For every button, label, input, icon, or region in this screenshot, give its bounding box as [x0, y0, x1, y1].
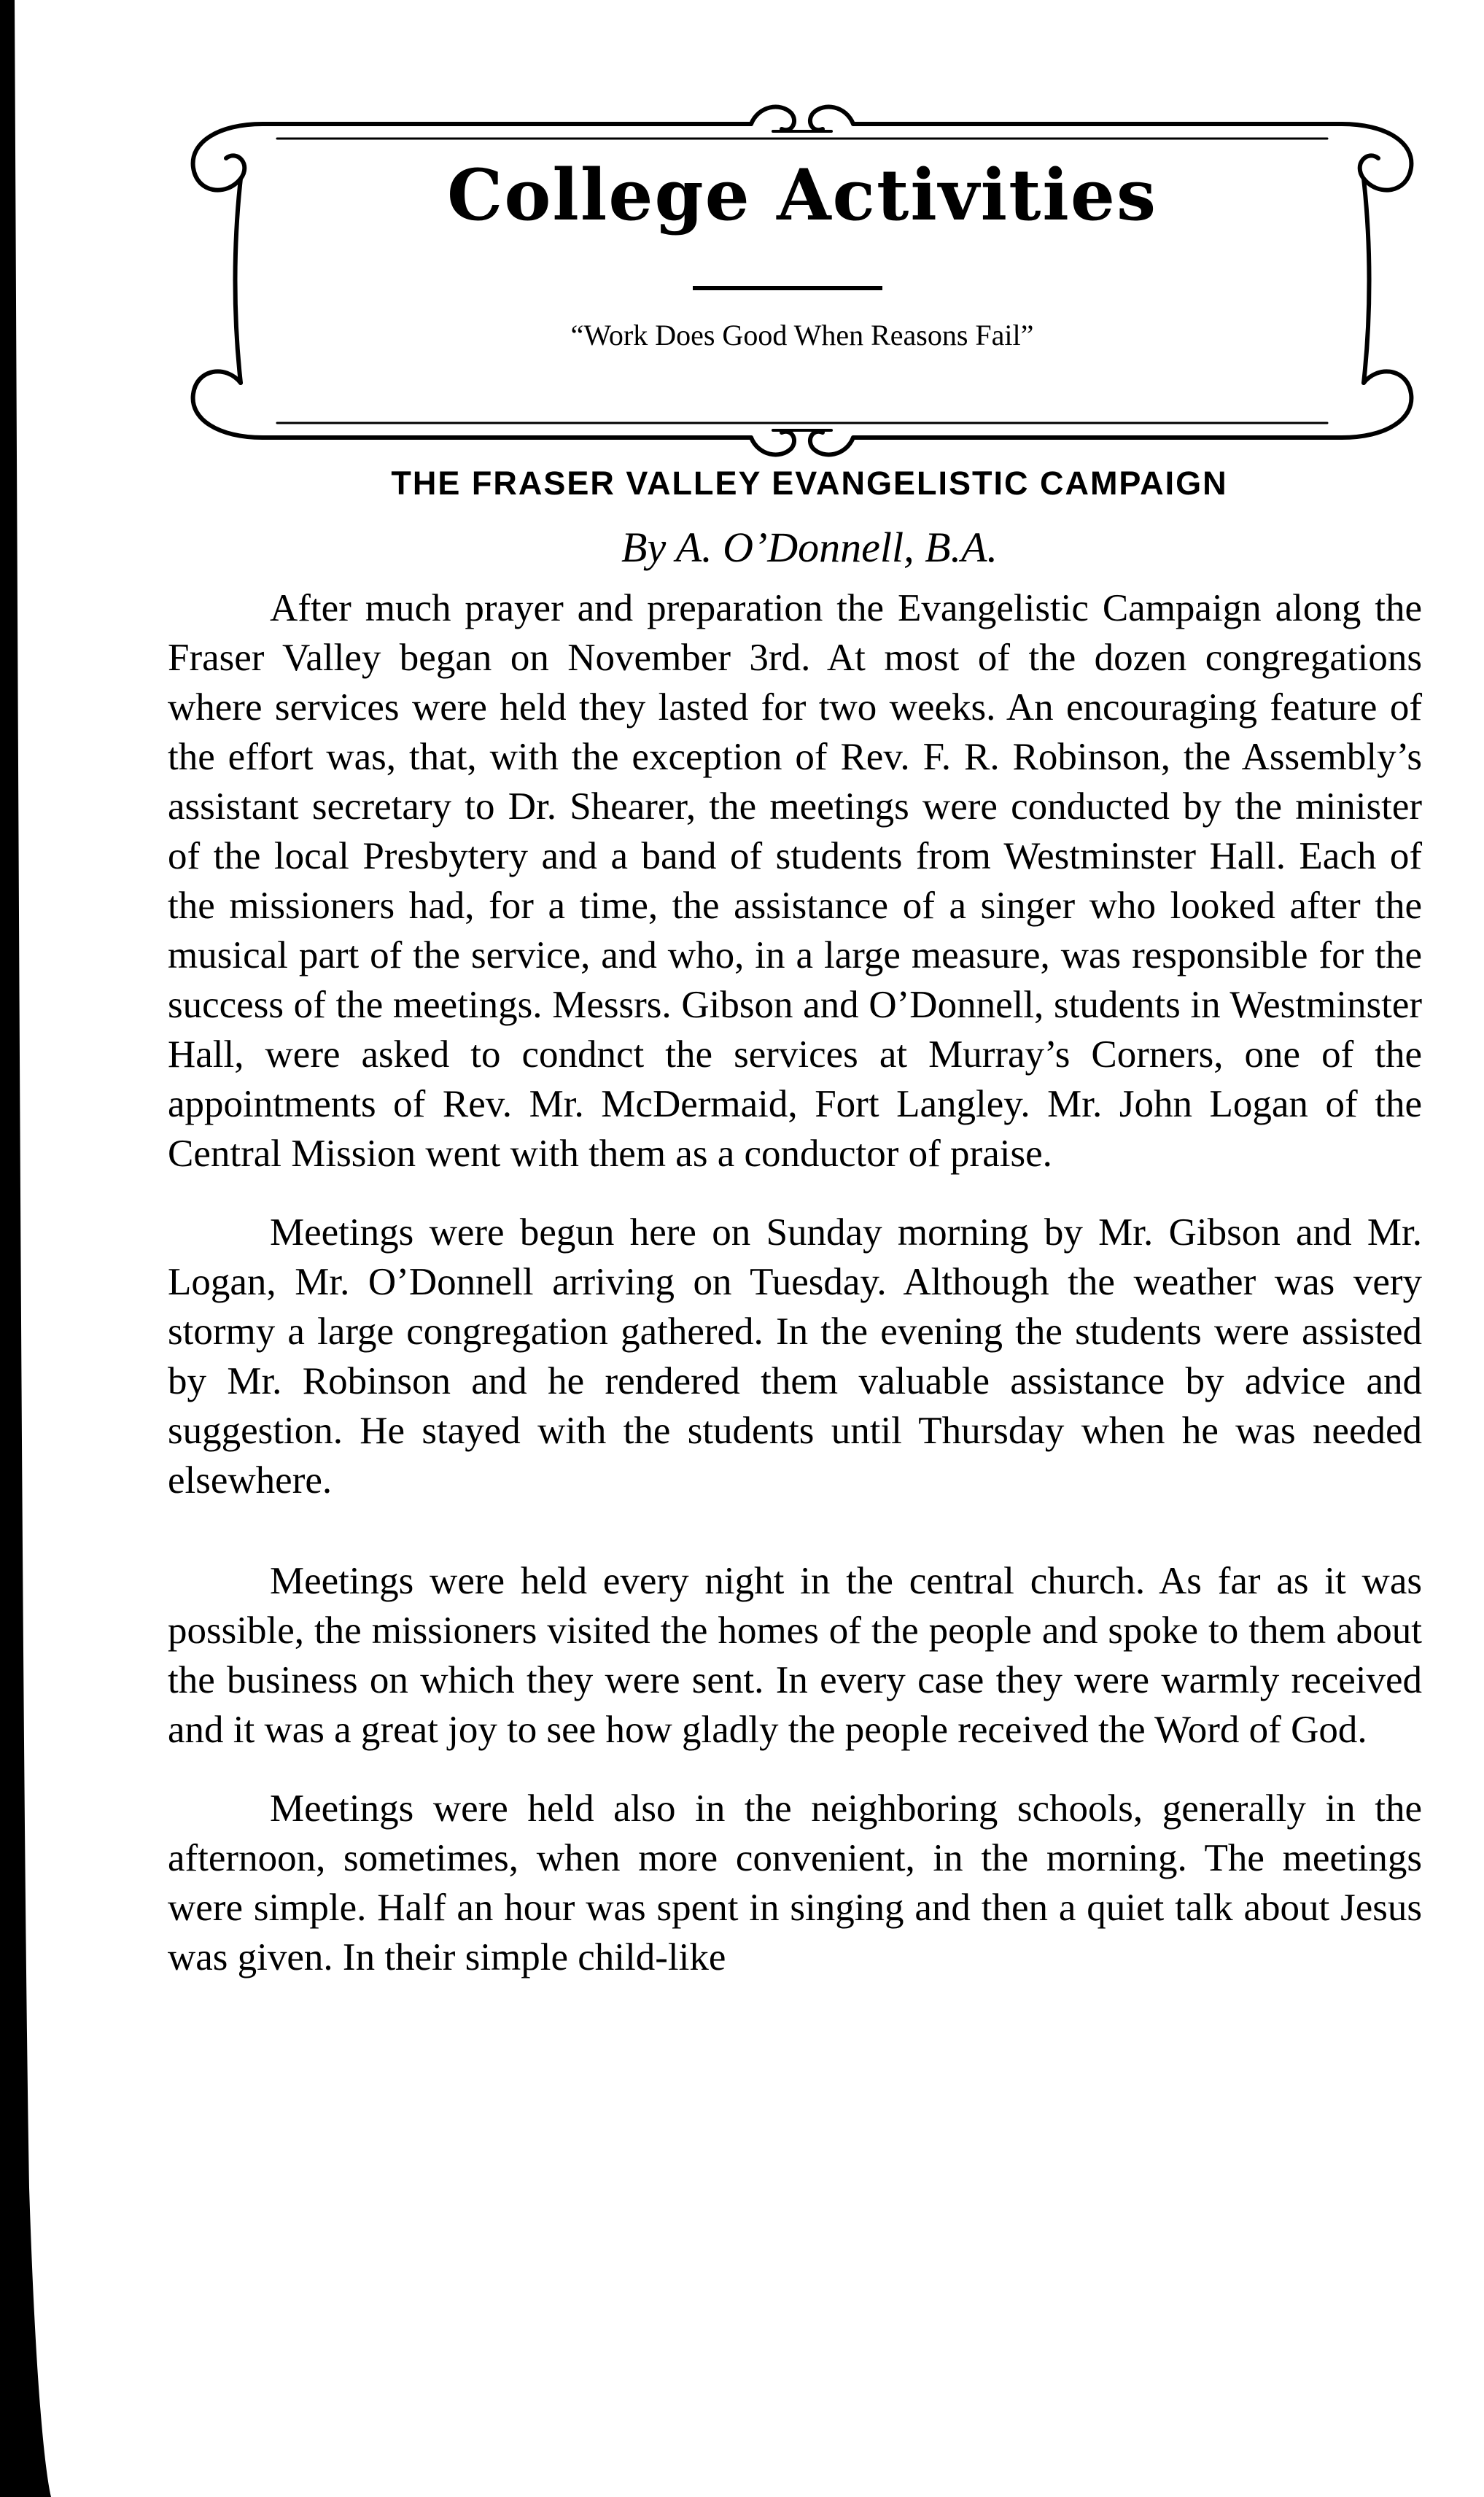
article-body: [168, 583, 1422, 2011]
article-paragraph: Meetings were begun here on Sunday morning by Mr. Gibson and Mr. Logan, Mr. O’Donnell arriving on Tuesday. Although the weather was very stormy a large congregation gathered. In the evening the students were assisted by Mr. Robinson and he rendered them valuable assistance by advice and suggestion. He stayed with the students until Thursday when he was needed elsewhere.: [168, 1211, 1422, 1502]
article-byline: By A. O’Donnell, B.A.: [621, 524, 998, 571]
article-paragraph: Meetings were held every night in the central church. As far as it was possible, the missioners visited the homes of the people and spoke to them about the business on which they were sent. In every case they were warmly received and it was a great joy to see how gladly the people received the Word of God.: [168, 1560, 1422, 1751]
motto: “Work Does Good When Reasons Fail”: [570, 319, 1034, 352]
article-paragraph: After much prayer and preparation the Evangelistic Campaign along the Fraser Valley began on November 3rd. At most of the dozen congregations where services were held they lasted for two weeks. An encouraging feature of the effort was, that, with the exception of Rev. F. R. Robinson, the Assembly’s assistant secretary to Dr. Shearer, the meetings were conducted by the minister of the local Presbytery and a band of students from Westminster Hall. Each of the missioners had, for a time, the assistance of a singer who looked after the musical part of the service, and who, in a large measure, was responsible for the success of the meetings. Messrs. Gibson and O’Donnell, students in Westminster Hall, were asked to condnct the services at Murray’s Corners, one of the appointments of Rev. Mr. McDermaid, Fort Langley. Mr. John Logan of the Central Mission went with them as a conductor of praise.: [168, 587, 1422, 1175]
article-title: THE FRASER VALLEY EVANGELISTIC CAMPAIGN: [391, 465, 1228, 502]
page-binding-shadow: [0, 0, 51, 2497]
article-paragraph: Meetings were held also in the neighboring schools, generally in the afternoon, sometimes, when more convenient, in the morning. The meetings were simple. Half an hour was spent in singing and then a quiet talk about Jesus was given. In their simple child-like: [168, 1787, 1422, 1978]
section-heading: College Activities: [446, 154, 1157, 236]
heading-divider: [693, 286, 882, 290]
ornamental-frame: [175, 98, 1429, 463]
